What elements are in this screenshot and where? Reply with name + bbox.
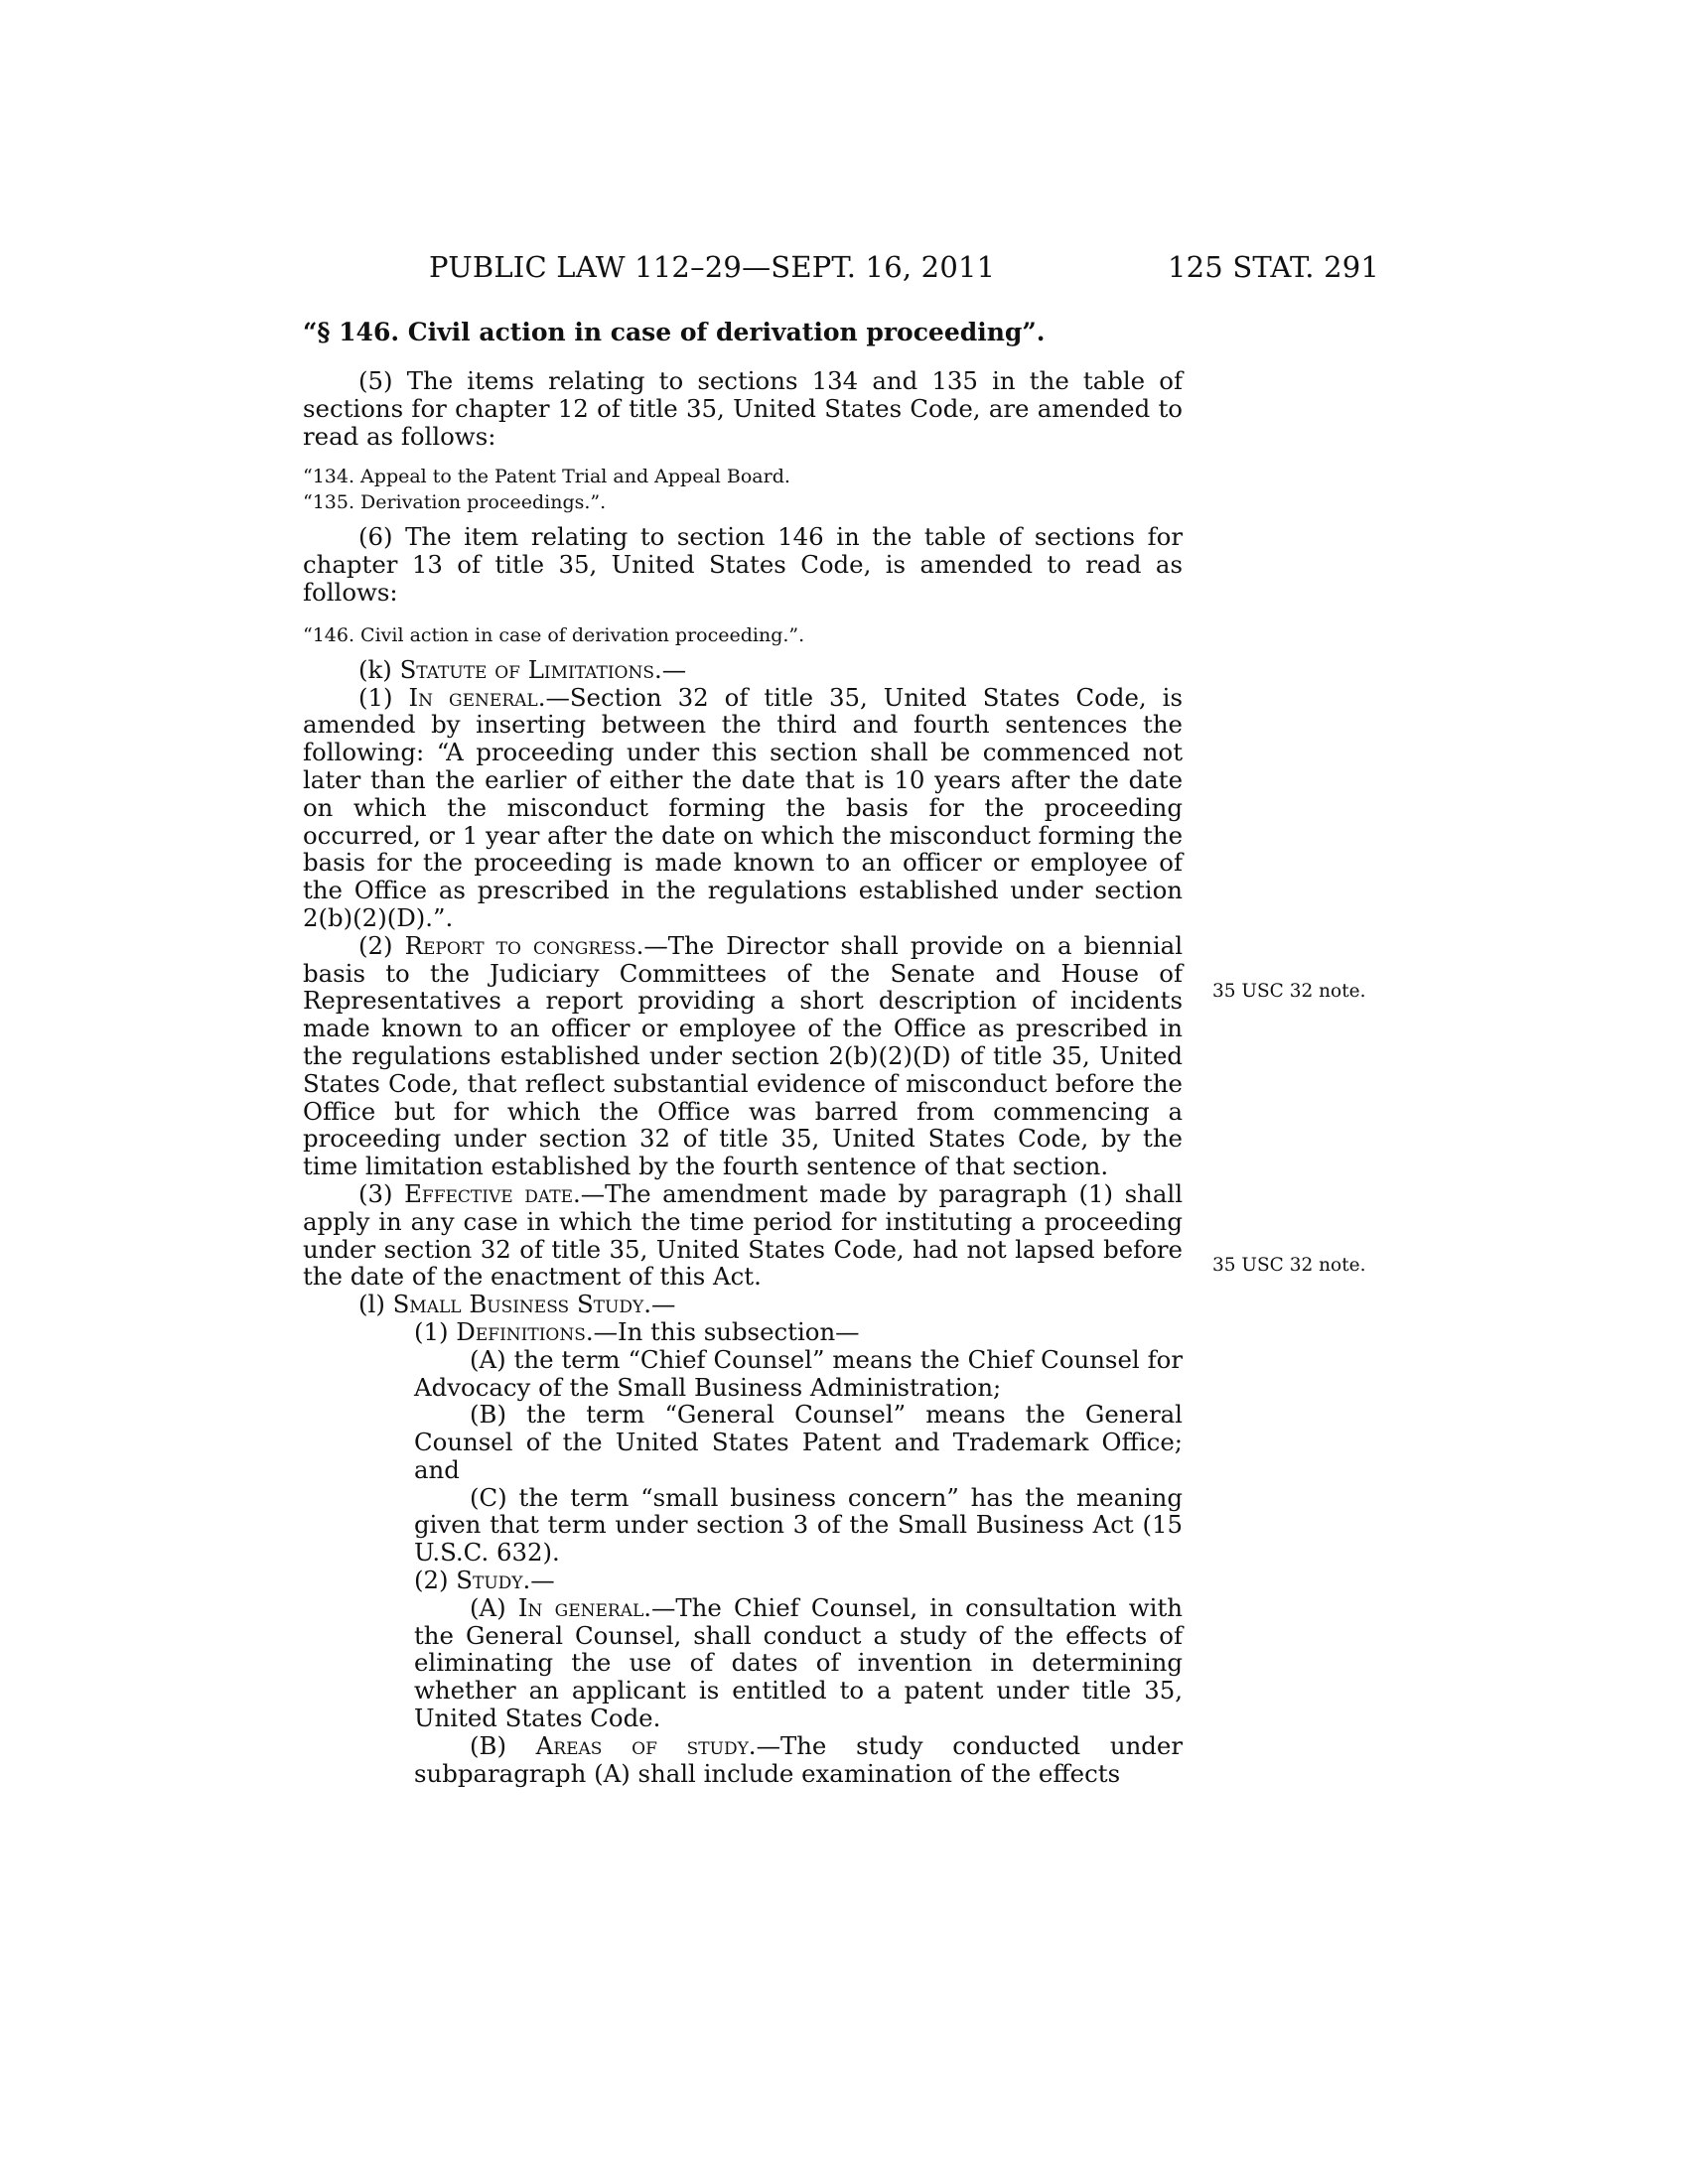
document-body — [303, 318, 1183, 1787]
table-item-134: “134. Appeal to the Patent Trial and Appeal Board. — [303, 466, 790, 488]
definition-b: (B) the term “General Counsel” means the General Counsel of the United States Patent and Trademark Office; and — [414, 1400, 1183, 1484]
subsection-k-heading — [303, 656, 1183, 684]
definition-a: (A) the term “Chief Counsel” means the Chief Counsel for Advocacy of the Small Business Administration; — [414, 1344, 1183, 1402]
l-paragraph-2-heading: (2) Study.— — [414, 1566, 555, 1595]
study-a-label: (A) In general. — [470, 1592, 652, 1622]
header-stat-page: 125 STAT. 291 — [1168, 250, 1380, 284]
margin-note-effective-date: 35 USC 32 note. — [1212, 1255, 1366, 1276]
header-title: PUBLIC LAW 112–29—SEPT. 16, 2011 — [429, 250, 996, 284]
table-item-135: “135. Derivation proceedings.”. — [303, 491, 607, 514]
l1-label: (1) Definitions. — [414, 1316, 594, 1346]
section-146-heading: “§ 146. Civil action in case of derivation proceeding”. — [303, 318, 1046, 346]
subsection-l-title: Small Business Study.— — [392, 1290, 676, 1319]
l1-text: —In this subsection— — [593, 1316, 860, 1346]
k1-label: (1) In general. — [358, 682, 546, 712]
margin-note-report: 35 USC 32 note. — [1212, 981, 1366, 1002]
subsection-k-prefix: (k) — [358, 654, 400, 684]
k-paragraph-2 — [303, 932, 1183, 1180]
definition-c: (C) the term “small business concern” has the meaning given that term under section 3 of the Small Business Act (15 U.S.C. 632). — [414, 1482, 1183, 1568]
subsection-k-title: Statute of Limitations.— — [399, 654, 687, 684]
paragraph-6: (6) The item relating to section 146 in the table of sections for chapter 13 of title 35, United States Code, is amended to read as follows: — [303, 522, 1183, 607]
k-paragraph-1 — [303, 684, 1183, 932]
k2-label: (2) Report to congress. — [358, 930, 644, 960]
k2-text: —The Director shall provide on a biennial basis to the Judiciary Committees of the Senate and House of Representatives a report providing a short description of incidents made known to an officer or employee of the Office as prescribed in the regulations established under section 2(b)(2)(D) of title 35, United States Code, that reflect substantial evidence of misconduct before the Office but for which the Office was barred from commencing a proceeding under section 32 of title 35, United States Code, by the time limitation established by the fourth sentence of that section. — [303, 930, 1183, 1181]
page-header — [0, 250, 1688, 290]
subsection-l-heading — [303, 1291, 1183, 1318]
table-item-146: “146. Civil action in case of derivation proceeding.”. — [303, 623, 805, 646]
k1-text: —Section 32 of title 35, United States Code, is amended by inserting between the third and fourth sentences the following: “A proceeding under this section shall be commenced not later than the earlier of either the date that is 10 years after the date on which the misconduct forming the basis for the proceeding occurred, or 1 year after the date on which the misconduct forming the basis for the proceeding is made known to an officer or employee of the Office as prescribed in the regulations established under section 2(b)(2)(D).”. — [303, 682, 1183, 932]
k3-label: (3) Effective date. — [358, 1178, 581, 1208]
study-b — [303, 1732, 1183, 1788]
study-a — [303, 1594, 1183, 1732]
l-paragraph-1 — [303, 1318, 1183, 1346]
paragraph-5: (5) The items relating to sections 134 and 135 in the table of sections for chapter 12 of title 35, United States Code, are amended to read as follows: — [303, 366, 1183, 451]
subsection-l-prefix: (l) — [358, 1290, 393, 1319]
k3-text: —The amendment made by paragraph (1) shall apply in any case in which the time period for instituting a proceeding under section 32 of title 35, United States Code, had not lapsed before the date of the enactment of this Act. — [303, 1178, 1183, 1292]
study-b-text: —The study conducted under subparagraph (A) shall include examination of the effects — [414, 1730, 1183, 1788]
table-items-134-135 — [303, 464, 1183, 515]
k-paragraph-3 — [303, 1180, 1183, 1291]
study-a-text: —The Chief Counsel, in consultation with the General Counsel, shall conduct a study of the effects of eliminating the use of dates of invention in determining whether an applicant is entitled to a patent under title 35, United States Code. — [414, 1592, 1183, 1733]
study-b-label: (B) Areas of study. — [470, 1730, 757, 1760]
